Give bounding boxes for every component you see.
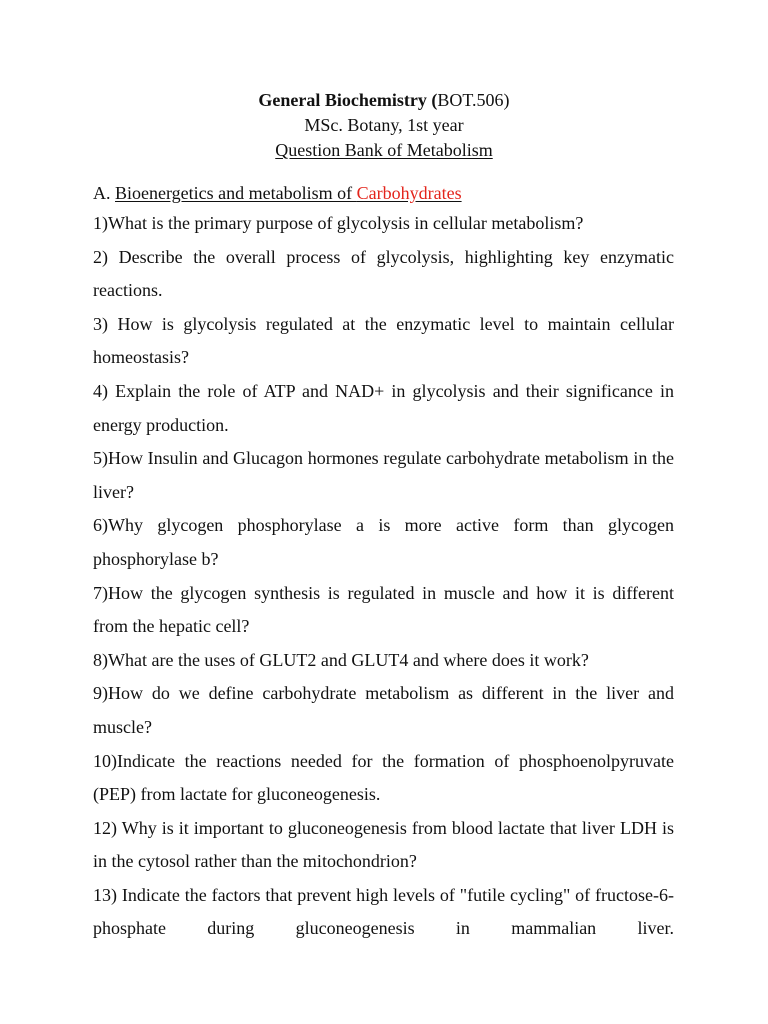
course-code-paren: (: [426, 90, 438, 110]
question-item: 13) Indicate the factors that prevent high levels of "futile cycling" of fructose-6-phosphate during gluconeogenesis in mammalian liver.: [93, 884, 674, 939]
section-a-title: [115, 183, 462, 203]
section-a-heading: [93, 179, 674, 207]
question-item: 10)Indicate the reactions needed for the formation of phosphoenolpyruvate (PEP) from lactate for gluconeogenesis.: [93, 750, 674, 805]
question-item: 2) Describe the overall process of glycolysis, highlighting key enzymatic reactions.: [93, 246, 674, 301]
section-a-highlight: Carbohydrates: [356, 183, 462, 203]
question-item: 3) How is glycolysis regulated at the enzymatic level to maintain cellular homeostasis?: [93, 313, 674, 368]
program-line: MSc. Botany, 1st year: [304, 115, 464, 135]
question-item: 1)What is the primary purpose of glycolysis in cellular metabolism?: [93, 213, 584, 233]
question-item: 7)How the glycogen synthesis is regulated in muscle and how it is different from the hepatic cell?: [93, 582, 674, 637]
question-list: [93, 179, 674, 946]
course-title: General Biochemistry: [258, 90, 427, 110]
document-subtitle: Question Bank of Metabolism: [275, 140, 493, 160]
question-item: 8)What are the uses of GLUT2 and GLUT4 and where does it work?: [93, 649, 589, 670]
document-header: [0, 88, 768, 163]
question-item: 12) Why is it important to gluconeogenesis from blood lactate that liver LDH is in the cytosol rather than the mitochondrion?: [93, 817, 674, 872]
question-item: 6)Why glycogen phosphorylase a is more active form than glycogen phosphorylase b?: [93, 515, 674, 569]
course-code: BOT.506): [437, 90, 510, 110]
section-a-title-text: Bioenergetics and metabolism of: [115, 183, 357, 203]
section-a-prefix: A.: [93, 183, 115, 203]
question-item: 5)How Insulin and Glucagon hormones regulate carbohydrate metabolism in the liver?: [93, 448, 674, 502]
question-item: 4) Explain the role of ATP and NAD+ in glycolysis and their significance in energy production.: [93, 380, 674, 435]
course-title-line: [0, 88, 768, 113]
question-item: 9)How do we define carbohydrate metabolism as different in the liver and muscle?: [93, 683, 674, 737]
